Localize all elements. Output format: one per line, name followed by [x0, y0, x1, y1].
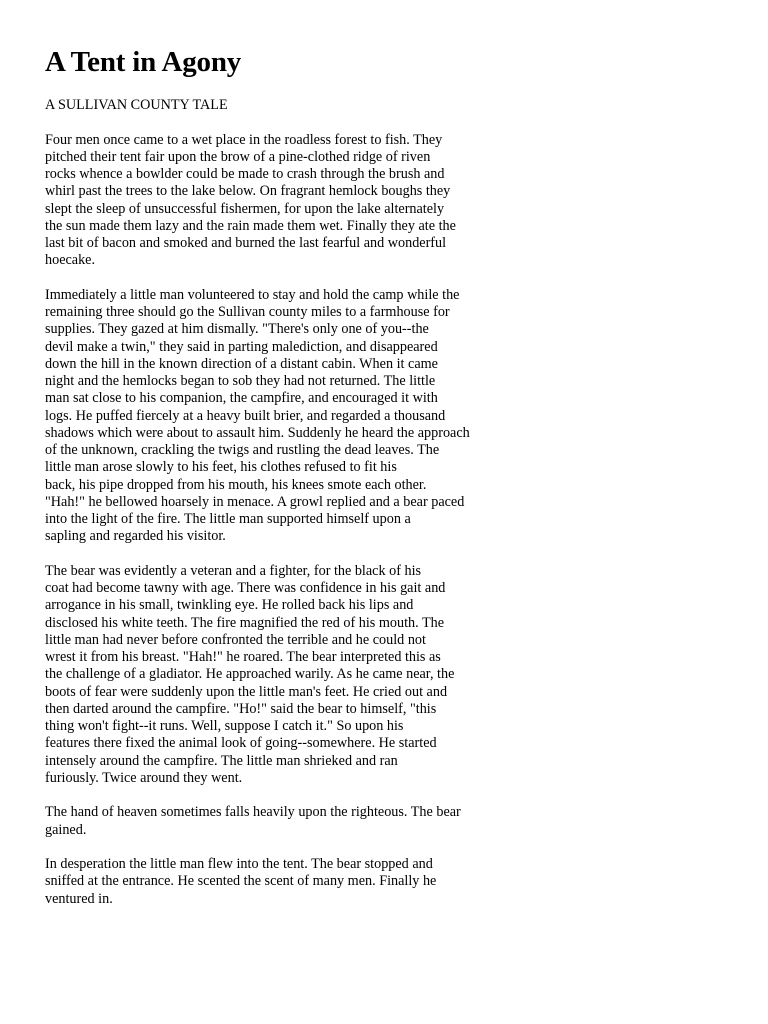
text-line: furiously. Twice around they went.: [45, 769, 243, 786]
text-line: devil make a twin," they said in parting malediction, and disappeared: [45, 338, 438, 355]
text-line: wrest it from his breast. "Hah!" he roared. The bear interpreted this as: [45, 649, 441, 665]
paragraph-1: [45, 132, 515, 270]
story-title: A Tent in Agony: [45, 46, 242, 78]
text-line: In desperation the little man flew into the tent. The bear stopped and: [45, 856, 433, 872]
text-line: little man arose slowly to his feet, his clothes refused to fit his: [45, 459, 397, 476]
text-line: of the unknown, crackling the twigs and rustling the dead leaves. The: [45, 442, 440, 458]
text-line: last bit of bacon and smoked and burned the last fearful and wonderful: [45, 235, 447, 251]
text-line: the sun made them lazy and the rain made them wet. Finally they ate the: [45, 217, 456, 234]
text-line: night and the hemlocks began to sob they had not returned. The little: [45, 373, 436, 389]
text-line: logs. He puffed fiercely at a heavy built brier, and regarded a thousand: [45, 407, 446, 424]
text-line: shadows which were about to assault him. Suddenly he heard the approach: [45, 424, 470, 441]
text-line: Immediately a little man volunteered to stay and hold the camp while the: [45, 286, 460, 303]
paragraph-2: [45, 287, 515, 546]
text-line: whirl past the trees to the lake below. On fragrant hemlock boughs they: [45, 183, 451, 200]
story-body: [45, 132, 515, 908]
text-line: boots of fear were suddenly upon the little man's feet. He cried out and: [45, 683, 448, 700]
text-line: man sat close to his companion, the campfire, and encouraged it with: [45, 390, 438, 407]
text-line: disclosed his white teeth. The fire magnified the red of his mouth. The: [45, 614, 444, 631]
text-line: little man had never before confronted the terrible and he could not: [45, 631, 426, 648]
text-line: hoecake.: [45, 252, 96, 269]
document-page: [45, 44, 515, 908]
text-line: features there fixed the animal look of going--somewhere. He started: [45, 735, 437, 752]
text-line: supplies. They gazed at him dismally. "There's only one of you--the: [45, 321, 429, 338]
paragraph-3: [45, 563, 515, 787]
text-line: intensely around the campfire. The little man shrieked and ran: [45, 752, 398, 769]
text-line: pitched their tent fair upon the brow of a pine-clothed ridge of riven: [45, 148, 431, 165]
paragraph-5: [45, 856, 515, 908]
paragraph-4: [45, 804, 515, 839]
text-line: then darted around the campfire. "Ho!" said the bear to himself, "this: [45, 700, 437, 717]
text-line: into the light of the fire. The little man supported himself upon a: [45, 511, 411, 527]
text-line: coat had become tawny with age. There was confidence in his gait and: [45, 580, 446, 596]
text-line: sniffed at the entrance. He scented the scent of many men. Finally he: [45, 873, 437, 890]
text-line: The hand of heaven sometimes falls heavily upon the righteous. The bear: [45, 804, 461, 821]
text-line: arrogance in his small, twinkling eye. He rolled back his lips and: [45, 597, 414, 614]
text-line: remaining three should go the Sullivan county miles to a farmhouse for: [45, 304, 450, 320]
text-line: ventured in.: [45, 890, 113, 907]
text-line: slept the sleep of unsuccessful fishermen, for upon the lake alternately: [45, 200, 445, 217]
text-line: Four men once came to a wet place in the roadless forest to fish. They: [45, 131, 443, 148]
text-line: The bear was evidently a veteran and a fighter, for the black of his: [45, 562, 422, 579]
text-line: down the hill in the known direction of a distant cabin. When it came: [45, 355, 438, 372]
story-subtitle: A SULLIVAN COUNTY TALE: [45, 97, 228, 113]
text-line: the challenge of a gladiator. He approached warily. As he came near, the: [45, 666, 455, 683]
text-line: thing won't fight--it runs. Well, suppose I catch it." So upon his: [45, 718, 404, 734]
text-line: "Hah!" he bellowed hoarsely in menace. A growl replied and a bear paced: [45, 493, 465, 510]
text-line: rocks whence a bowlder could be made to crash through the brush and: [45, 166, 445, 182]
text-line: back, his pipe dropped from his mouth, his knees smote each other.: [45, 476, 427, 493]
text-line: gained.: [45, 821, 87, 838]
text-line: sapling and regarded his visitor.: [45, 528, 226, 545]
